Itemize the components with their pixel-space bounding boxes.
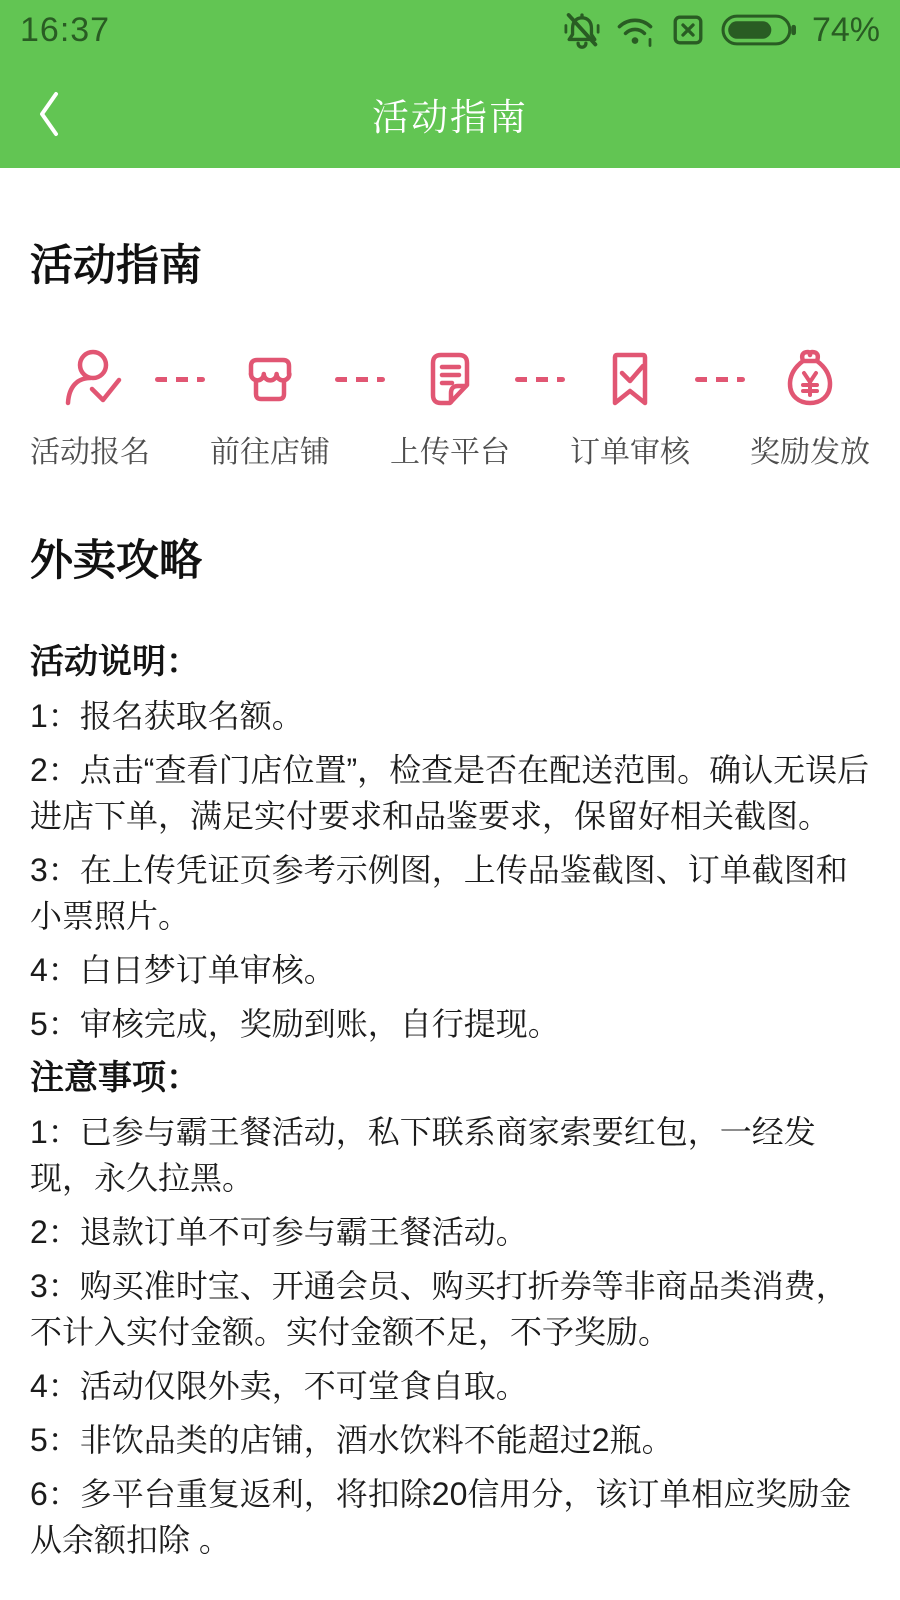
money-bag-icon bbox=[778, 347, 842, 411]
step-order-review bbox=[570, 347, 690, 471]
step-label: 上传平台 bbox=[390, 436, 510, 470]
instruction-item: 3：在上传凭证页参考示例图，上传品鉴截图、订单截图和小票照片。 bbox=[30, 851, 848, 934]
note-item: 5：非饮品类的店铺，酒水饮料不能超过2瓶。 bbox=[30, 1421, 674, 1458]
chevron-left-icon bbox=[34, 88, 64, 140]
step-label: 奖励发放 bbox=[750, 436, 870, 470]
step-label: 订单审核 bbox=[570, 436, 690, 470]
wifi-icon bbox=[615, 10, 655, 50]
no-sim-icon bbox=[668, 10, 708, 50]
instruction-item: 1：报名获取名额。 bbox=[30, 697, 304, 734]
step-label: 前往店铺 bbox=[210, 436, 330, 470]
step-activity-signup bbox=[30, 347, 150, 471]
person-check-icon bbox=[58, 347, 122, 411]
dashed-connector bbox=[695, 377, 745, 382]
clock-text: 16:37 bbox=[20, 10, 111, 49]
page-title: 活动指南 bbox=[30, 242, 202, 290]
battery-percent-text: 74% bbox=[811, 10, 880, 49]
note-item: 1：已参与霸王餐活动，私下联系商家索要红包，一经发现，永久拉黑。 bbox=[30, 1113, 816, 1196]
steps-row bbox=[30, 347, 870, 471]
status-icons bbox=[562, 10, 880, 50]
note-item: 4：活动仅限外卖，不可堂食自取。 bbox=[30, 1367, 528, 1404]
app-bar bbox=[0, 60, 900, 168]
dashed-connector bbox=[335, 377, 385, 382]
status-bar bbox=[0, 0, 900, 60]
instruction-item: 2：点击“查看门店位置”，检查是否在配送范围。确认无误后进店下单，满足实付要求和品鉴要求，保留好相关截图。 bbox=[30, 751, 870, 834]
dashed-connector bbox=[515, 377, 565, 382]
mute-bell-icon bbox=[562, 10, 602, 50]
note-item: 3：购买准时宝、开通会员、购买打折券等非商品类消费，不计入实付金额。实付金额不足，不予奖励。 bbox=[30, 1267, 848, 1350]
step-label: 活动报名 bbox=[30, 436, 150, 470]
back-button[interactable] bbox=[34, 60, 104, 168]
instruction-item: 5：审核完成，奖励到账，自行提现。 bbox=[30, 1005, 560, 1042]
battery-icon bbox=[721, 10, 797, 50]
step-upload-platform bbox=[390, 347, 510, 471]
note-item: 2：退款订单不可参与霸王餐活动。 bbox=[30, 1213, 528, 1250]
storefront-icon bbox=[238, 347, 302, 411]
document-icon bbox=[418, 347, 482, 411]
note-item: 6：多平台重复返利，将扣除20信用分，该订单相应奖励金从余额扣除 。 bbox=[30, 1475, 852, 1558]
guide-title: 外卖攻略 bbox=[30, 537, 202, 586]
step-reward-payout bbox=[750, 347, 870, 471]
page-header-title: 活动指南 bbox=[372, 97, 528, 138]
notes-heading: 注意事项： bbox=[30, 1058, 200, 1097]
content-area bbox=[0, 242, 900, 1563]
rules-text bbox=[30, 639, 870, 1563]
instruction-item: 4：白日梦订单审核。 bbox=[30, 951, 336, 988]
dashed-connector bbox=[155, 377, 205, 382]
instructions-heading: 活动说明： bbox=[30, 642, 200, 681]
step-go-to-store bbox=[210, 347, 330, 471]
bookmark-check-icon bbox=[598, 347, 662, 411]
